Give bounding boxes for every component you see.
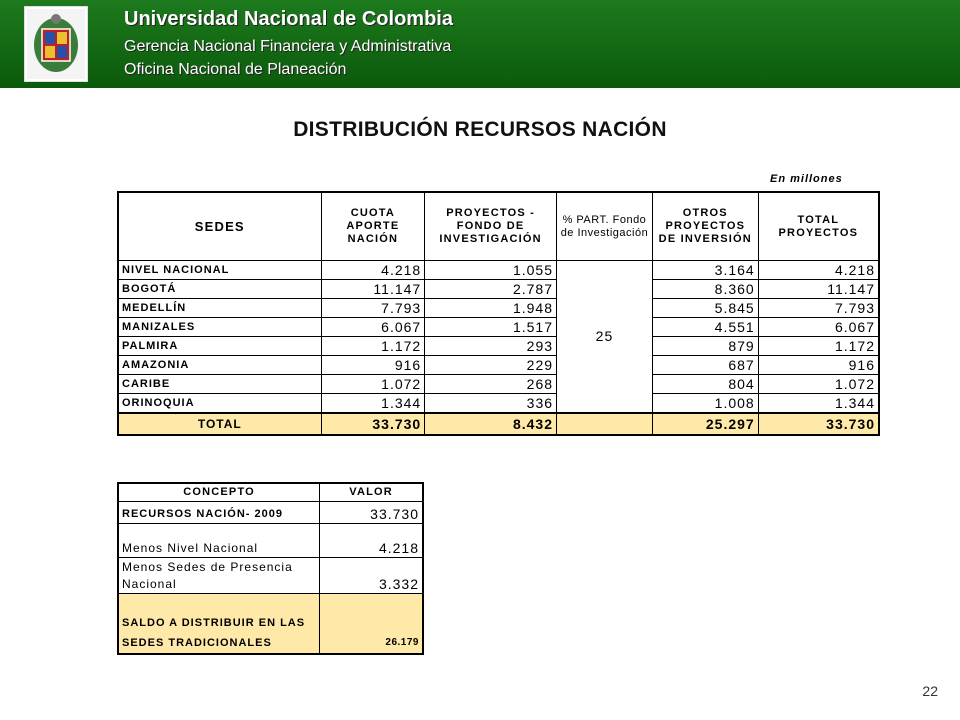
table-row — [118, 299, 879, 318]
sede-name: MEDELLÍN — [118, 299, 321, 318]
concept-label: Menos Sedes de Presencia Nacional — [118, 558, 320, 594]
sede-name: BOGOTÁ — [118, 280, 321, 299]
total-row — [118, 413, 879, 435]
table-row — [118, 375, 879, 394]
total-value: 4.218 — [758, 261, 879, 280]
sede-name: CARIBE — [118, 375, 321, 394]
page-title: DISTRIBUCIÓN RECURSOS NACIÓN — [293, 118, 667, 141]
fondo-value: 293 — [425, 337, 557, 356]
table-row — [118, 337, 879, 356]
fondo-value: 2.787 — [425, 280, 557, 299]
total-fondo: 8.432 — [425, 413, 557, 435]
header-otros: OTROS PROYECTOS DE INVERSIÓN — [652, 192, 758, 261]
cuota-value: 11.147 — [321, 280, 425, 299]
sede-name: PALMIRA — [118, 337, 321, 356]
concept-label: Menos Nivel Nacional — [118, 524, 320, 558]
final-label: SALDO A DISTRIBUIR EN LAS SEDES TRADICIONALES — [118, 594, 320, 654]
total-part-empty — [557, 413, 653, 435]
sede-name: MANIZALES — [118, 318, 321, 337]
fondo-value: 1.055 — [425, 261, 557, 280]
sede-name: NIVEL NACIONAL — [118, 261, 321, 280]
total-otros: 25.297 — [652, 413, 758, 435]
fondo-value: 336 — [425, 394, 557, 414]
otros-value: 3.164 — [652, 261, 758, 280]
concept-label: RECURSOS NACIÓN- 2009 — [118, 502, 320, 524]
fondo-value: 1.517 — [425, 318, 557, 337]
page-number: 22 — [922, 683, 938, 699]
table-row — [118, 280, 879, 299]
cuota-value: 6.067 — [321, 318, 425, 337]
table-header-row — [118, 192, 879, 261]
otros-value: 687 — [652, 356, 758, 375]
university-crest-logo — [24, 6, 88, 82]
otros-value: 1.008 — [652, 394, 758, 414]
fondo-value: 229 — [425, 356, 557, 375]
header-part: % PART. Fondo de Investigación — [557, 192, 653, 261]
concept-value: 3.332 — [320, 558, 423, 594]
cuota-value: 1.072 — [321, 375, 425, 394]
total-cuota: 33.730 — [321, 413, 425, 435]
units-note: En millones — [770, 173, 843, 185]
table-row — [118, 394, 879, 414]
header-cuota: CUOTA APORTE NACIÓN — [321, 192, 425, 261]
oficina-name: Oficina Nacional de Planeación — [124, 61, 347, 78]
concept-value: 4.218 — [320, 524, 423, 558]
table-row — [118, 524, 423, 558]
concept-table — [117, 482, 424, 655]
fondo-value: 1.948 — [425, 299, 557, 318]
concept-value: 33.730 — [320, 502, 423, 524]
otros-value: 804 — [652, 375, 758, 394]
otros-value: 4.551 — [652, 318, 758, 337]
total-value: 1.072 — [758, 375, 879, 394]
cuota-value: 4.218 — [321, 261, 425, 280]
header-sedes: SEDES — [118, 192, 321, 261]
cuota-value: 7.793 — [321, 299, 425, 318]
cuota-value: 1.344 — [321, 394, 425, 414]
total-total: 33.730 — [758, 413, 879, 435]
fondo-value: 268 — [425, 375, 557, 394]
header-concepto: CONCEPTO — [118, 483, 320, 502]
table-row — [118, 356, 879, 375]
final-row — [118, 594, 423, 654]
table-row — [118, 502, 423, 524]
header-total: TOTAL PROYECTOS — [758, 192, 879, 261]
table-row — [118, 318, 879, 337]
otros-value: 8.360 — [652, 280, 758, 299]
header-fondo: PROYECTOS - FONDO DE INVESTIGACIÓN — [425, 192, 557, 261]
header-valor: VALOR — [320, 483, 423, 502]
table-row — [118, 261, 879, 280]
gerencia-name: Gerencia Nacional Financiera y Administrativa — [124, 38, 452, 55]
total-value: 1.344 — [758, 394, 879, 414]
total-label: TOTAL — [118, 413, 321, 435]
sede-name: AMAZONIA — [118, 356, 321, 375]
otros-value: 5.845 — [652, 299, 758, 318]
total-value: 916 — [758, 356, 879, 375]
table-header-row — [118, 483, 423, 502]
total-value: 11.147 — [758, 280, 879, 299]
final-value: 26.179 — [320, 594, 423, 654]
sede-name: ORINOQUIA — [118, 394, 321, 414]
university-name: Universidad Nacional de Colombia — [124, 8, 453, 30]
total-value: 6.067 — [758, 318, 879, 337]
total-value: 1.172 — [758, 337, 879, 356]
part-value: 25 — [557, 261, 653, 414]
cuota-value: 1.172 — [321, 337, 425, 356]
header-banner — [0, 0, 960, 88]
table-row — [118, 558, 423, 594]
total-value: 7.793 — [758, 299, 879, 318]
otros-value: 879 — [652, 337, 758, 356]
cuota-value: 916 — [321, 356, 425, 375]
distribution-table — [117, 191, 880, 436]
